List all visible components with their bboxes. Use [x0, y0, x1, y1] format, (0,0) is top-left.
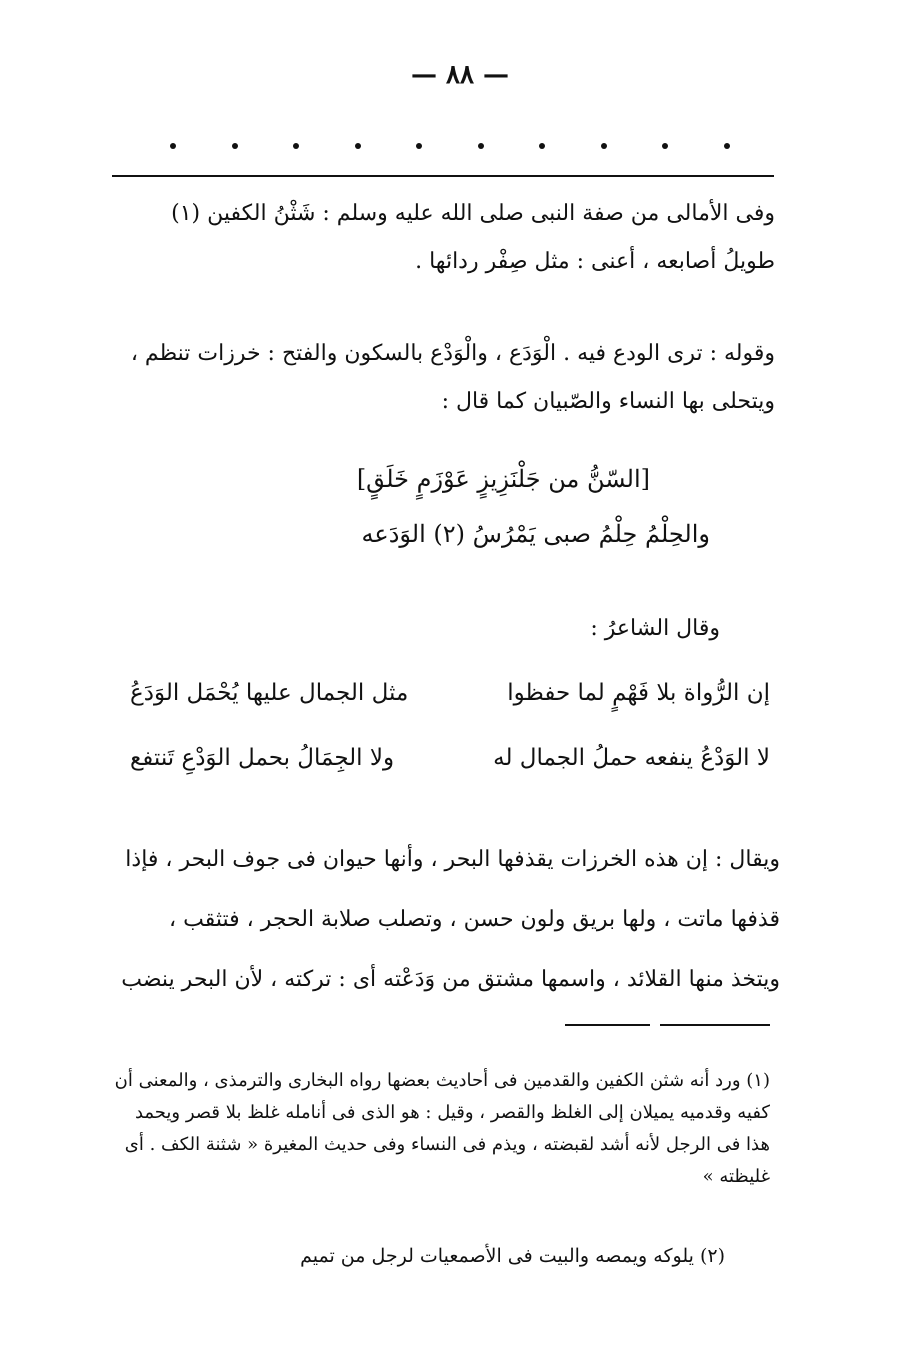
dot: [416, 143, 422, 149]
ornament-dots: [170, 143, 730, 149]
footnote-separator: [565, 1024, 770, 1026]
verse-line-1b: والحِلْمُ حِلْمُ صبى يَمْرُسُ (٢) الوَدَعه: [361, 520, 710, 548]
dot: [170, 143, 176, 149]
poet-intro: وقال الشاعرُ :: [590, 616, 720, 641]
verse-couplet-1: [130, 680, 770, 706]
page-number: — ٨٨ —: [410, 60, 510, 90]
dot: [662, 143, 668, 149]
verse-hemistich-left: ولا الجِمَالُ بحمل الوَدْعِ تَنتفع: [130, 745, 395, 771]
separator-gap: [650, 1023, 660, 1027]
paragraph-kharazat: ويقال : إن هذه الخرزات يقذفها البحر ، وأنها حيوان فى جوف البحر ، فإذا قذفها ماتت ، ولها بريق ولون حسن ، وتصلب صلابة الحجر ، فتثقب ، ويتخذ منها القلائد ، واسمها مشتق من وَدَعْته أى : تركته ، لأن البحر ينضب: [121, 847, 780, 992]
verse-couplet-2: [130, 745, 770, 771]
dot: [601, 143, 607, 149]
verse-line-1a: [السّنُّ من جَلْنَزِيزٍ عَوْزَمٍ خَلَقٍ]: [356, 465, 650, 493]
verse-hemistich-left: مثل الجمال عليها يُحْمَل الوَدَعُ: [130, 680, 409, 706]
footnote-2: (٢) يلوكه ويمصه والبيت فى الأصمعيات لرجل من تميم: [300, 1245, 725, 1267]
paragraph-wada: وقوله : ترى الودع فيه . الْوَدَع ، والْوَدْع بالسكون والفتح : خرزات تنظم ، ويتحلى بها النساء والصّبيان كما قال :: [130, 341, 775, 414]
paragraph-amali: وفى الأمالى من صفة النبى صلى الله عليه وسلم : شَثْنُ الكفين (١) طويلُ أصابعه ، أعنى : مثل صِفْر ردائها .: [171, 201, 775, 274]
dot: [539, 143, 545, 149]
verse-hemistich-right: إن الرُّواة بلا فَهْمٍ لما حفظوا: [507, 680, 770, 706]
dot: [355, 143, 361, 149]
dot: [478, 143, 484, 149]
dot: [232, 143, 238, 149]
dot: [293, 143, 299, 149]
footnote-1: (١) ورد أنه شثن الكفين والقدمين فى أحاديث بعضها رواه البخارى والترمذى ، والمعنى أن كفيه وقدميه يميلان إلى الغلظ والقصر ، وقيل : هو الذى فى أنامله غلظ بلا قصر ويحمد هذا فى الرجل لأنه أشد لقبضته ، ويذم فى النساء وفى حديث المغيرة « شثنة الكف . أى غليظته »: [114, 1070, 770, 1187]
dot: [724, 143, 730, 149]
verse-hemistich-right: لا الوَدْعُ ينفعه حملُ الجمال له: [493, 745, 770, 771]
header-rule: [112, 175, 774, 177]
